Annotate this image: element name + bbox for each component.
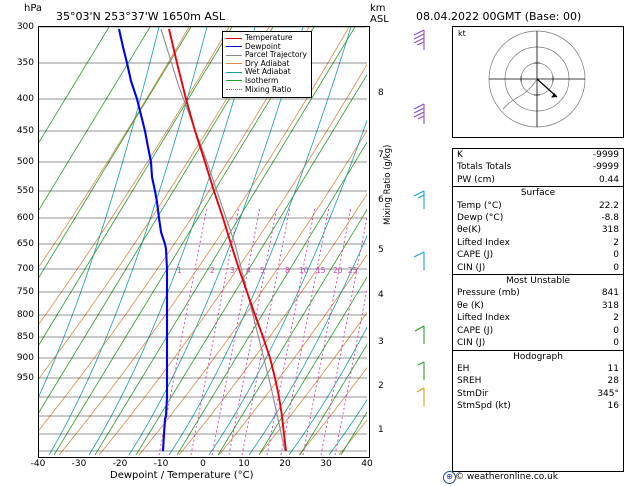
index-row-k xyxy=(453,149,623,161)
mu-row-pressure xyxy=(453,287,623,299)
temp-tick--40: -40 xyxy=(30,459,46,469)
mu-row-cin xyxy=(453,337,623,349)
pressure-tick-850: 850 xyxy=(16,332,34,342)
wind-barb-500 xyxy=(414,191,424,209)
height-tick-6: 6 xyxy=(378,195,384,205)
wind-barb-700 xyxy=(415,326,424,344)
surface-value-cin: 0 xyxy=(613,262,619,273)
run-datetime: 08.04.2022 00GMT (Base: 00) xyxy=(416,10,582,23)
height-tick-2: 2 xyxy=(378,381,384,391)
pressure-tick-500: 500 xyxy=(16,157,34,167)
surface-row-temp xyxy=(453,200,623,212)
surface-key-lifted-index: Lifted Index xyxy=(457,237,510,248)
height-axis-reference: ASL xyxy=(370,14,389,25)
legend-label-isotherm: Isotherm xyxy=(245,75,279,85)
index-key-totals-totals: Totals Totals xyxy=(457,162,512,173)
mu-value-cin: 0 xyxy=(613,338,619,349)
section-title-surface: Surface xyxy=(520,188,556,199)
index-key-k: K xyxy=(457,150,463,160)
mixing-ratio-label-5: 5 xyxy=(260,266,265,275)
index-row-pw xyxy=(453,174,623,186)
index-value-totals-totals: -9999 xyxy=(592,162,619,173)
temp-tick-10: 10 xyxy=(238,459,250,469)
pressure-tick-900: 900 xyxy=(16,353,34,363)
mixing-ratio-label-3: 3 xyxy=(230,266,235,275)
temp-tick-20: 20 xyxy=(279,459,291,469)
hodo-key-stmdir: StmDir xyxy=(457,388,489,399)
legend-label-dewpoint: Dewpoint xyxy=(245,41,281,51)
height-axis-unit: km xyxy=(370,3,386,14)
hodo-value-stmspd: 16 xyxy=(607,401,619,412)
most-unstable-section xyxy=(453,287,623,350)
legend-label-mixing-ratio: Mixing Ratio xyxy=(245,84,292,94)
pressure-tick-950: 950 xyxy=(16,373,34,383)
surface-key-cin: CIN (J) xyxy=(457,262,486,273)
pressure-tick-400: 400 xyxy=(16,94,34,104)
pressure-tick-700: 700 xyxy=(16,264,34,274)
height-tick-5: 5 xyxy=(378,245,384,255)
temp-tick-40: 40 xyxy=(361,459,373,469)
mu-row-lifted-index xyxy=(453,312,623,324)
skewt-canvas xyxy=(39,27,367,455)
hodograph-unit-label: kt xyxy=(458,29,466,38)
height-tick-7: 7 xyxy=(378,150,384,160)
pressure-tick-800: 800 xyxy=(16,310,34,320)
surface-row-cin xyxy=(453,262,623,274)
mu-value-lifted-index: 2 xyxy=(613,313,619,324)
mixing-ratio-label-4: 4 xyxy=(246,266,251,275)
hodograph-panel xyxy=(452,26,624,138)
legend-label-dry-adiabat: Dry Adiabat xyxy=(245,58,290,68)
hodo-row-sreh xyxy=(453,375,623,387)
mu-key-cin: CIN (J) xyxy=(457,338,486,349)
hodo-value-stmdir: 345° xyxy=(597,388,619,399)
section-title-most-unstable: Most Unstable xyxy=(505,276,571,287)
mixing-ratio-label-15: 15 xyxy=(316,266,326,275)
temp-tick-30: 30 xyxy=(320,459,332,469)
temp-tick--10: -10 xyxy=(153,459,169,469)
pressure-axis-unit: hPa xyxy=(24,3,43,14)
surface-value-dewp: -8.8 xyxy=(601,213,619,224)
legend-item-mixing-ratio xyxy=(226,86,307,95)
mixing-ratio-label-25: 25 xyxy=(348,266,358,275)
legend-label-temperature: Temperature xyxy=(245,33,293,42)
plot-legend xyxy=(222,31,312,98)
indices-top-section xyxy=(453,149,623,187)
hodo-row-eh xyxy=(453,363,623,375)
mu-value-theta-e: 318 xyxy=(601,300,619,311)
mu-value-pressure: 841 xyxy=(601,288,619,299)
mu-key-cape: CAPE (J) xyxy=(457,325,494,336)
pressure-tick-450: 450 xyxy=(16,126,34,136)
index-value-pw: 0.44 xyxy=(598,174,619,185)
mixing-ratio-label-10: 10 xyxy=(299,266,309,275)
pressure-tick-550: 550 xyxy=(16,186,34,196)
surface-key-cape: CAPE (J) xyxy=(457,250,494,261)
wind-barb-800 xyxy=(418,362,424,380)
surface-row-theta-e xyxy=(453,224,623,236)
pressure-tick-600: 600 xyxy=(16,213,34,223)
hodo-value-sreh: 28 xyxy=(607,376,619,387)
surface-value-theta-e: 318 xyxy=(601,225,619,236)
pressure-tick-650: 650 xyxy=(16,239,34,249)
mu-key-theta-e: θe (K) xyxy=(457,300,484,311)
height-tick-1: 1 xyxy=(378,425,384,435)
wind-barb-column xyxy=(404,26,444,456)
mu-row-theta-e xyxy=(453,300,623,312)
wind-barb-390 xyxy=(414,104,424,124)
copyright-label: © weatheronline.co.uk xyxy=(455,472,558,482)
x-axis-title: Dewpoint / Temperature (°C) xyxy=(110,470,254,481)
mu-value-cape: 0 xyxy=(613,325,619,336)
isobar-lines xyxy=(39,27,367,451)
height-tick-4: 4 xyxy=(378,290,384,300)
pressure-tick-350: 350 xyxy=(16,58,34,68)
height-tick-3: 3 xyxy=(378,337,384,347)
surface-value-temp: 22.2 xyxy=(598,200,619,211)
hodo-row-stmspd xyxy=(453,400,623,412)
skewt-plot xyxy=(38,26,370,458)
wind-barb-880 xyxy=(417,388,424,406)
indices-table xyxy=(452,148,624,472)
legend-label-parcel: Parcel Trajectory xyxy=(245,50,307,60)
legend-label-wet-adiabat: Wet Adiabat xyxy=(245,67,291,77)
pressure-tick-750: 750 xyxy=(16,287,34,297)
index-value-k: -9999 xyxy=(592,150,619,160)
mu-row-cape xyxy=(453,325,623,337)
surface-key-temp: Temp (°C) xyxy=(457,200,502,211)
index-key-pw: PW (cm) xyxy=(457,174,495,185)
mu-key-lifted-index: Lifted Index xyxy=(457,313,510,324)
mixing-ratio-axis-title: Mixing Ratio (g/kg) xyxy=(383,144,393,225)
surface-value-lifted-index: 2 xyxy=(613,237,619,248)
hodo-key-sreh: SREH xyxy=(457,376,482,387)
temp-tick--20: -20 xyxy=(112,459,128,469)
hodograph-canvas xyxy=(453,27,621,135)
surface-value-cape: 0 xyxy=(613,250,619,261)
storm-motion-arrowhead xyxy=(551,93,557,98)
wind-barb-300 xyxy=(414,30,424,50)
station-title: 35°03'N 253°37'W 1650m ASL xyxy=(56,10,225,23)
hodo-key-eh: EH xyxy=(457,363,470,374)
surface-row-lifted-index xyxy=(453,237,623,249)
wind-barb-620 xyxy=(414,252,424,270)
mu-key-pressure: Pressure (mb) xyxy=(457,288,520,299)
hodograph-section xyxy=(453,363,623,413)
temp-tick-0: 0 xyxy=(200,459,206,469)
globe-icon: ⊕ xyxy=(443,471,456,484)
surface-key-theta-e: θe(K) xyxy=(457,225,481,236)
mixing-ratio-label-2: 2 xyxy=(210,266,215,275)
mixing-ratio-label-20: 20 xyxy=(333,266,343,275)
hodo-key-stmspd: StmSpd (kt) xyxy=(457,401,511,412)
hodo-row-stmdir xyxy=(453,388,623,400)
hodo-value-eh: 11 xyxy=(607,363,619,374)
mixing-ratio-label-8: 8 xyxy=(285,266,290,275)
surface-key-dewp: Dewp (°C) xyxy=(457,213,504,224)
pressure-tick-300: 300 xyxy=(16,22,34,32)
temp-tick--30: -30 xyxy=(71,459,87,469)
mixing-ratio-label-1: 1 xyxy=(177,266,182,275)
section-title-hodograph: Hodograph xyxy=(513,351,563,362)
surface-row-dewp xyxy=(453,212,623,224)
index-row-totals-totals xyxy=(453,161,623,173)
surface-row-cape xyxy=(453,249,623,261)
height-tick-8: 8 xyxy=(378,88,384,98)
surface-section xyxy=(453,200,623,275)
